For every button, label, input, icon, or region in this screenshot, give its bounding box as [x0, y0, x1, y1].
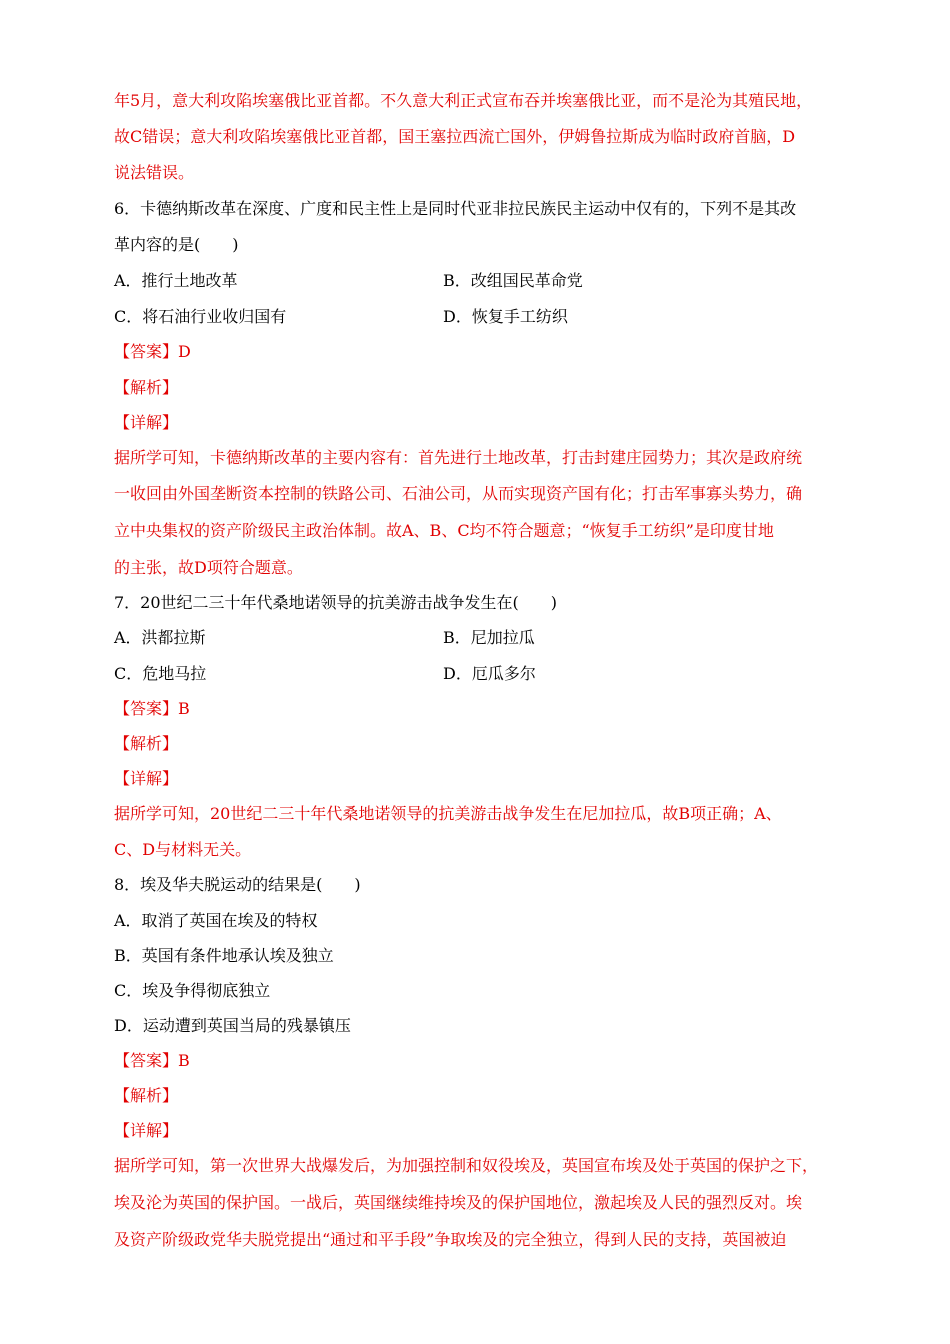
q7-stem: 7．20世纪二三十年代桑地诺领导的抗美游击战争发生在( ) — [114, 593, 558, 612]
q7-option-d: D．厄瓜多尔 — [443, 664, 536, 683]
q8-option-a: A．取消了英国在埃及的特权 — [114, 911, 318, 930]
q6-answer: 【答案】D — [114, 342, 191, 361]
continuation-line-3: 说法错误。 — [114, 163, 195, 182]
q8-detail-line-2: 埃及沦为英国的保护国。一战后，英国继续维持埃及的保护国地位，激起埃及人民的强烈反对。埃 — [114, 1193, 803, 1212]
q6-option-b: B．改组国民革命党 — [443, 271, 583, 290]
q6-detail-line-1: 据所学可知，卡德纳斯改革的主要内容有：首先进行土地改革，打击封建庄园势力；其次是政府统 — [114, 448, 803, 467]
q8-option-c: C．埃及争得彻底独立 — [114, 981, 271, 1000]
q7-detail-tag: 【详解】 — [114, 769, 179, 788]
q8-option-d: D．运动遭到英国当局的残暴镇压 — [114, 1016, 351, 1035]
q7-answer: 【答案】B — [114, 699, 190, 718]
q6-detail-tag: 【详解】 — [114, 413, 179, 432]
q6-detail-line-4: 的主张，故D项符合题意。 — [114, 558, 303, 577]
q7-option-a: A．洪都拉斯 — [114, 628, 206, 647]
q6-detail-line-2: 一收回由外国垄断资本控制的铁路公司、石油公司，从而实现资产国有化；打击军事寡头势力，确 — [114, 484, 803, 503]
q6-stem-line-2: 革内容的是( ) — [114, 235, 239, 254]
q7-detail-line-1: 据所学可知，20世纪二三十年代桑地诺领导的抗美游击战争发生在尼加拉瓜，故B项正确；A、 — [114, 804, 782, 823]
q8-detail-line-3: 及资产阶级政党华夫脱党提出“通过和平手段”争取埃及的完全独立，得到人民的支持，英国被迫 — [114, 1230, 787, 1249]
continuation-line-1: 年5月，意大利攻陷埃塞俄比亚首都。不久意大利正式宣布吞并埃塞俄比亚，而不是沦为其殖民地， — [114, 91, 813, 110]
q6-stem-line-1: 6．卡德纳斯改革在深度、广度和民主性上是同时代亚非拉民族民主运动中仅有的，下列不是其改 — [114, 199, 797, 218]
q8-answer: 【答案】B — [114, 1051, 190, 1070]
q7-option-b: B．尼加拉瓜 — [443, 628, 535, 647]
q8-detail-tag: 【详解】 — [114, 1121, 179, 1140]
q8-option-b: B．英国有条件地承认埃及独立 — [114, 946, 334, 965]
q7-option-c: C．危地马拉 — [114, 664, 207, 683]
q6-detail-line-3: 立中央集权的资产阶级民主政治体制。故A、B、C均不符合题意；“恢复手工纺织”是印度甘地 — [114, 521, 774, 540]
q6-analysis-tag: 【解析】 — [114, 378, 179, 397]
q8-analysis-tag: 【解析】 — [114, 1086, 179, 1105]
q7-detail-line-2: C、D与材料无关。 — [114, 840, 252, 859]
q6-option-a: A．推行土地改革 — [114, 271, 238, 290]
q6-option-d: D．恢复手工纺织 — [443, 307, 568, 326]
continuation-line-2: 故C错误；意大利攻陷埃塞俄比亚首都，国王塞拉西流亡国外，伊姆鲁拉斯成为临时政府首脑，D — [114, 127, 796, 146]
q8-detail-line-1: 据所学可知，第一次世界大战爆发后，为加强控制和奴役埃及，英国宣布埃及处于英国的保护之下， — [114, 1156, 819, 1175]
q8-stem: 8．埃及华夫脱运动的结果是( ) — [114, 875, 361, 894]
q7-analysis-tag: 【解析】 — [114, 734, 179, 753]
q6-option-c: C．将石油行业收归国有 — [114, 307, 287, 326]
